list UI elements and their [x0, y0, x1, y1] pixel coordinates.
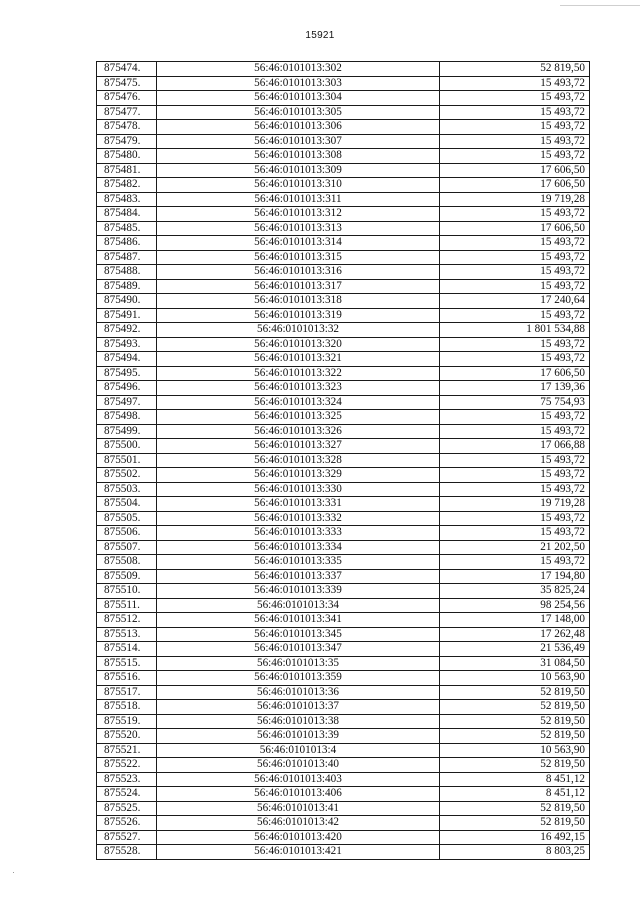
row-number-cell: 875490.: [97, 294, 157, 309]
table-row: [97, 729, 590, 744]
row-number-cell: 875505.: [97, 511, 157, 526]
value-cell: 15 493,72: [440, 526, 590, 541]
table-row: [97, 424, 590, 439]
value-cell: 17 606,50: [440, 366, 590, 381]
value-cell: 17 240,64: [440, 294, 590, 309]
cadastral-number-cell: 56:46:0101013:406: [157, 787, 440, 802]
value-cell: 16 492,15: [440, 830, 590, 845]
header-rule: [560, 5, 640, 6]
value-cell: 15 493,72: [440, 511, 590, 526]
row-number-cell: 875522.: [97, 758, 157, 773]
table-row: [97, 294, 590, 309]
value-cell: 8 451,12: [440, 772, 590, 787]
cadastral-number-cell: 56:46:0101013:316: [157, 265, 440, 280]
cadastral-number-cell: 56:46:0101013:311: [157, 192, 440, 207]
value-cell: 15 493,72: [440, 424, 590, 439]
value-cell: 52 819,50: [440, 62, 590, 77]
cadastral-number-cell: 56:46:0101013:319: [157, 308, 440, 323]
table-row: [97, 453, 590, 468]
page-number: 15921: [305, 30, 335, 41]
value-cell: 52 819,50: [440, 801, 590, 816]
value-cell: 8 451,12: [440, 787, 590, 802]
cadastral-number-cell: 56:46:0101013:320: [157, 337, 440, 352]
row-number-cell: 875493.: [97, 337, 157, 352]
cadastral-number-cell: 56:46:0101013:324: [157, 395, 440, 410]
table-row: [97, 366, 590, 381]
row-number-cell: 875487.: [97, 250, 157, 265]
row-number-cell: 875488.: [97, 265, 157, 280]
table-row: [97, 598, 590, 613]
row-number-cell: 875501.: [97, 453, 157, 468]
value-cell: 52 819,50: [440, 714, 590, 729]
table-row: [97, 250, 590, 265]
row-number-cell: 875516.: [97, 671, 157, 686]
value-cell: 15 493,72: [440, 555, 590, 570]
row-number-cell: 875476.: [97, 91, 157, 106]
cadastral-number-cell: 56:46:0101013:306: [157, 120, 440, 135]
row-number-cell: 875489.: [97, 279, 157, 294]
table-row: [97, 816, 590, 831]
cadastral-number-cell: 56:46:0101013:333: [157, 526, 440, 541]
value-cell: 15 493,72: [440, 265, 590, 280]
cadastral-number-cell: 56:46:0101013:345: [157, 627, 440, 642]
table-row: [97, 163, 590, 178]
cadastral-number-cell: 56:46:0101013:34: [157, 598, 440, 613]
table-row: [97, 526, 590, 541]
value-cell: 19 719,28: [440, 192, 590, 207]
row-number-cell: 875492.: [97, 323, 157, 338]
cadastral-number-cell: 56:46:0101013:326: [157, 424, 440, 439]
cadastral-number-cell: 56:46:0101013:420: [157, 830, 440, 845]
value-cell: 15 493,72: [440, 468, 590, 483]
table-row: [97, 207, 590, 222]
cadastral-number-cell: 56:46:0101013:303: [157, 76, 440, 91]
row-number-cell: 875520.: [97, 729, 157, 744]
row-number-cell: 875477.: [97, 105, 157, 120]
value-cell: 17 148,00: [440, 613, 590, 628]
cadastral-number-cell: 56:46:0101013:327: [157, 439, 440, 454]
row-number-cell: 875497.: [97, 395, 157, 410]
table-row: [97, 569, 590, 584]
value-cell: 15 493,72: [440, 134, 590, 149]
table-row: [97, 627, 590, 642]
row-number-cell: 875525.: [97, 801, 157, 816]
row-number-cell: 875499.: [97, 424, 157, 439]
cadastral-number-cell: 56:46:0101013:310: [157, 178, 440, 193]
table-row: [97, 685, 590, 700]
table-row: [97, 76, 590, 91]
cadastral-number-cell: 56:46:0101013:331: [157, 497, 440, 512]
row-number-cell: 875491.: [97, 308, 157, 323]
value-cell: 15 493,72: [440, 91, 590, 106]
row-number-cell: 875515.: [97, 656, 157, 671]
value-cell: 17 066,88: [440, 439, 590, 454]
cadastral-number-cell: 56:46:0101013:35: [157, 656, 440, 671]
table-row: [97, 845, 590, 860]
cadastral-number-cell: 56:46:0101013:4: [157, 743, 440, 758]
value-cell: 15 493,72: [440, 250, 590, 265]
value-cell: 15 493,72: [440, 105, 590, 120]
cadastral-number-cell: 56:46:0101013:339: [157, 584, 440, 599]
cadastral-number-cell: 56:46:0101013:315: [157, 250, 440, 265]
table-row: [97, 511, 590, 526]
table-row: [97, 279, 590, 294]
row-number-cell: 875528.: [97, 845, 157, 860]
value-cell: 15 493,72: [440, 410, 590, 425]
cadastral-number-cell: 56:46:0101013:39: [157, 729, 440, 744]
cadastral-number-cell: 56:46:0101013:302: [157, 62, 440, 77]
cadastral-number-cell: 56:46:0101013:341: [157, 613, 440, 628]
table-row: [97, 656, 590, 671]
cadastral-number-cell: 56:46:0101013:328: [157, 453, 440, 468]
value-cell: 17 262,48: [440, 627, 590, 642]
table-row: [97, 91, 590, 106]
table-row: [97, 772, 590, 787]
cadastral-number-cell: 56:46:0101013:347: [157, 642, 440, 657]
value-cell: 15 493,72: [440, 308, 590, 323]
value-cell: 19 719,28: [440, 497, 590, 512]
table-row: [97, 178, 590, 193]
value-cell: 8 803,25: [440, 845, 590, 860]
cadastral-number-cell: 56:46:0101013:304: [157, 91, 440, 106]
row-number-cell: 875496.: [97, 381, 157, 396]
row-number-cell: 875523.: [97, 772, 157, 787]
table-row: [97, 439, 590, 454]
value-cell: 17 606,50: [440, 178, 590, 193]
row-number-cell: 875480.: [97, 149, 157, 164]
row-number-cell: 875510.: [97, 584, 157, 599]
table-row: [97, 642, 590, 657]
value-cell: 10 563,90: [440, 743, 590, 758]
value-cell: 17 606,50: [440, 221, 590, 236]
row-number-cell: 875504.: [97, 497, 157, 512]
table-row: [97, 236, 590, 251]
table-row: [97, 410, 590, 425]
row-number-cell: 875484.: [97, 207, 157, 222]
cadastral-number-cell: 56:46:0101013:36: [157, 685, 440, 700]
value-cell: 15 493,72: [440, 482, 590, 497]
cadastral-number-cell: 56:46:0101013:317: [157, 279, 440, 294]
cadastral-number-cell: 56:46:0101013:314: [157, 236, 440, 251]
cadastral-number-cell: 56:46:0101013:403: [157, 772, 440, 787]
cadastral-number-cell: 56:46:0101013:313: [157, 221, 440, 236]
row-number-cell: 875506.: [97, 526, 157, 541]
table-row: [97, 221, 590, 236]
table-row: [97, 482, 590, 497]
value-cell: 15 493,72: [440, 236, 590, 251]
value-cell: 98 254,56: [440, 598, 590, 613]
value-cell: 15 493,72: [440, 76, 590, 91]
row-number-cell: 875514.: [97, 642, 157, 657]
cadastral-number-cell: 56:46:0101013:337: [157, 569, 440, 584]
cadastral-number-cell: 56:46:0101013:42: [157, 816, 440, 831]
table-row: [97, 323, 590, 338]
value-cell: 21 536,49: [440, 642, 590, 657]
row-number-cell: 875507.: [97, 540, 157, 555]
table-row: [97, 192, 590, 207]
cadastral-number-cell: 56:46:0101013:37: [157, 700, 440, 715]
row-number-cell: 875482.: [97, 178, 157, 193]
value-cell: 52 819,50: [440, 758, 590, 773]
row-number-cell: 875475.: [97, 76, 157, 91]
table-row: [97, 714, 590, 729]
row-number-cell: 875513.: [97, 627, 157, 642]
table-row: [97, 149, 590, 164]
cadastral-number-cell: 56:46:0101013:307: [157, 134, 440, 149]
table-row: [97, 265, 590, 280]
table-row: [97, 381, 590, 396]
value-cell: 17 139,36: [440, 381, 590, 396]
cadastral-number-cell: 56:46:0101013:32: [157, 323, 440, 338]
row-number-cell: 875527.: [97, 830, 157, 845]
table-row: [97, 395, 590, 410]
cadastral-number-cell: 56:46:0101013:305: [157, 105, 440, 120]
cadastral-number-cell: 56:46:0101013:421: [157, 845, 440, 860]
cadastral-number-cell: 56:46:0101013:322: [157, 366, 440, 381]
table-row: [97, 801, 590, 816]
table-row: [97, 584, 590, 599]
cadastral-number-cell: 56:46:0101013:38: [157, 714, 440, 729]
row-number-cell: 875498.: [97, 410, 157, 425]
cadastral-number-cell: 56:46:0101013:332: [157, 511, 440, 526]
row-number-cell: 875508.: [97, 555, 157, 570]
table-row: [97, 613, 590, 628]
value-cell: 17 606,50: [440, 163, 590, 178]
table-row: [97, 700, 590, 715]
cadastral-number-cell: 56:46:0101013:329: [157, 468, 440, 483]
row-number-cell: 875519.: [97, 714, 157, 729]
row-number-cell: 875512.: [97, 613, 157, 628]
value-cell: 15 493,72: [440, 149, 590, 164]
value-cell: 15 493,72: [440, 279, 590, 294]
row-number-cell: 875502.: [97, 468, 157, 483]
cadastral-number-cell: 56:46:0101013:40: [157, 758, 440, 773]
value-cell: 10 563,90: [440, 671, 590, 686]
table-row: [97, 308, 590, 323]
value-cell: 52 819,50: [440, 685, 590, 700]
table-row: [97, 105, 590, 120]
cadastral-number-cell: 56:46:0101013:323: [157, 381, 440, 396]
table-row: [97, 337, 590, 352]
row-number-cell: 875509.: [97, 569, 157, 584]
table-row: [97, 743, 590, 758]
value-cell: 31 084,50: [440, 656, 590, 671]
table-row: [97, 120, 590, 135]
cadastral-number-cell: 56:46:0101013:309: [157, 163, 440, 178]
row-number-cell: 875503.: [97, 482, 157, 497]
value-cell: 52 819,50: [440, 729, 590, 744]
row-number-cell: 875479.: [97, 134, 157, 149]
cadastral-number-cell: 56:46:0101013:318: [157, 294, 440, 309]
table-row: [97, 468, 590, 483]
table-row: [97, 758, 590, 773]
value-cell: 15 493,72: [440, 337, 590, 352]
table-row: [97, 62, 590, 77]
cadastral-number-cell: 56:46:0101013:330: [157, 482, 440, 497]
value-cell: 75 754,93: [440, 395, 590, 410]
row-number-cell: 875511.: [97, 598, 157, 613]
table-row: [97, 671, 590, 686]
cadastral-number-cell: 56:46:0101013:334: [157, 540, 440, 555]
cadastral-number-cell: 56:46:0101013:335: [157, 555, 440, 570]
table-row: [97, 134, 590, 149]
value-cell: 15 493,72: [440, 453, 590, 468]
value-cell: 17 194,80: [440, 569, 590, 584]
value-cell: 52 819,50: [440, 700, 590, 715]
row-number-cell: 875524.: [97, 787, 157, 802]
row-number-cell: 875485.: [97, 221, 157, 236]
row-number-cell: 875526.: [97, 816, 157, 831]
row-number-cell: 875500.: [97, 439, 157, 454]
value-cell: 15 493,72: [440, 207, 590, 222]
value-cell: 15 493,72: [440, 120, 590, 135]
value-cell: 1 801 534,88: [440, 323, 590, 338]
value-cell: 15 493,72: [440, 352, 590, 367]
row-number-cell: 875481.: [97, 163, 157, 178]
cadastral-number-cell: 56:46:0101013:41: [157, 801, 440, 816]
table-row: [97, 352, 590, 367]
cadastral-number-cell: 56:46:0101013:321: [157, 352, 440, 367]
registry-table: [96, 61, 590, 860]
value-cell: 21 202,50: [440, 540, 590, 555]
table-row: [97, 497, 590, 512]
cadastral-number-cell: 56:46:0101013:325: [157, 410, 440, 425]
row-number-cell: 875494.: [97, 352, 157, 367]
table-row: [97, 540, 590, 555]
table-row: [97, 787, 590, 802]
row-number-cell: 875474.: [97, 62, 157, 77]
cadastral-number-cell: 56:46:0101013:308: [157, 149, 440, 164]
table-body: [97, 62, 590, 860]
row-number-cell: 875486.: [97, 236, 157, 251]
row-number-cell: 875517.: [97, 685, 157, 700]
value-cell: 35 825,24: [440, 584, 590, 599]
value-cell: 52 819,50: [440, 816, 590, 831]
row-number-cell: 875495.: [97, 366, 157, 381]
row-number-cell: 875478.: [97, 120, 157, 135]
table-row: [97, 830, 590, 845]
row-number-cell: 875483.: [97, 192, 157, 207]
cadastral-number-cell: 56:46:0101013:359: [157, 671, 440, 686]
table-row: [97, 555, 590, 570]
scan-speck: [13, 872, 14, 873]
cadastral-number-cell: 56:46:0101013:312: [157, 207, 440, 222]
row-number-cell: 875521.: [97, 743, 157, 758]
row-number-cell: 875518.: [97, 700, 157, 715]
